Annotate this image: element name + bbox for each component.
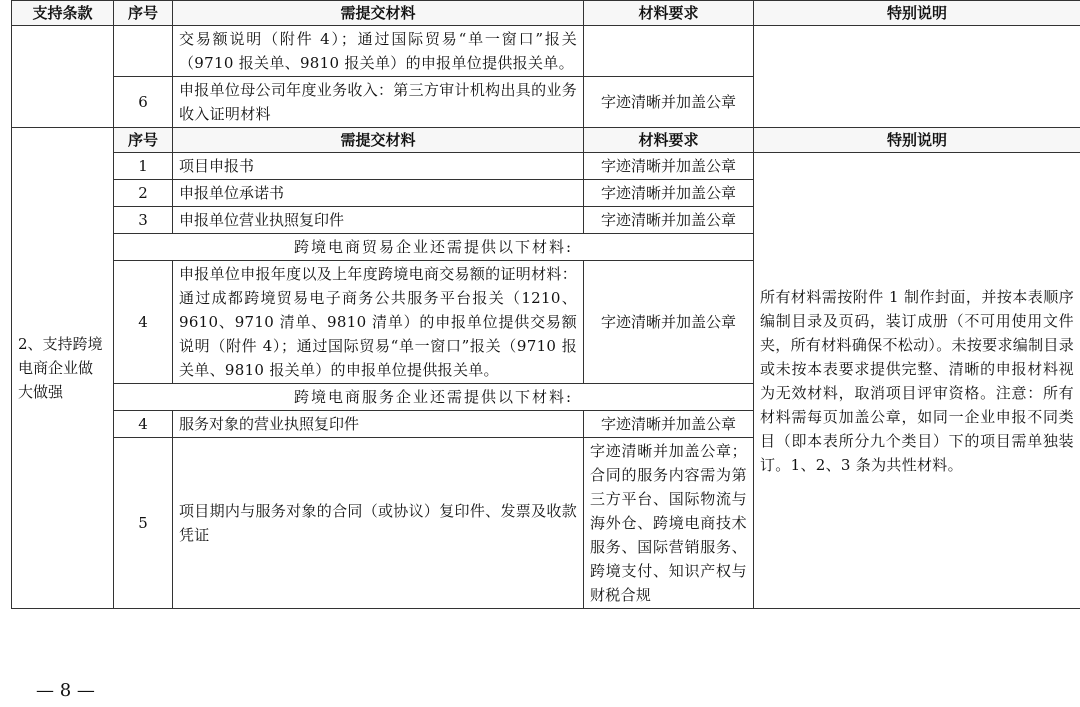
header-requirements: 材料要求 [584,128,754,153]
header-requirements: 材料要求 [584,1,754,26]
clause-cell: 2、支持跨境电商企业做大做强 [12,128,114,609]
trade-enterprise-subheader: 跨境电商贸易企业还需提供以下材料: [114,234,754,261]
row-requirement: 字迹清晰并加盖公章 [584,77,754,128]
header-clause: 支持条款 [12,1,114,26]
row-no: 3 [114,207,173,234]
materials-table [11,0,1080,609]
section-header-row [12,128,1080,153]
row-requirement: 字迹清晰并加盖公章 [584,411,754,438]
row-no: 6 [114,77,173,128]
header-no: 序号 [114,1,173,26]
row-material: 申报单位营业执照复印件 [173,207,584,234]
header-notes: 特别说明 [754,1,1080,26]
row-no: 2 [114,180,173,207]
notes-cell-continued [754,26,1080,128]
row-material: 申报单位申报年度以及上年度跨境电商交易额的证明材料：通过成都跨境贸易电子商务公共服务平台报关（1210、9610、9710 清单、9810 清单）的申报单位提供交易额说明（附件 4）；通过国际贸易“单一窗口”报关（9710 报关单、9810 报关单）的申报单位提供报关单。 [173,261,584,384]
row-no [114,26,173,77]
row-requirement [584,26,754,77]
header-row [12,1,1080,26]
row-material: 项目期内与服务对象的合同（或协议）复印件、发票及收款凭证 [173,438,584,609]
header-materials: 需提交材料 [173,128,584,153]
row-no: 5 [114,438,173,609]
service-enterprise-subheader: 跨境电商服务企业还需提供以下材料: [114,384,754,411]
header-notes: 特别说明 [754,128,1080,153]
header-materials: 需提交材料 [173,1,584,26]
header-no: 序号 [114,128,173,153]
clause-cell-continued [12,26,114,128]
row-no: 4 [114,411,173,438]
requirements-table-sheet [11,0,1080,609]
row-material: 申报单位承诺书 [173,180,584,207]
row-requirement: 字迹清晰并加盖公章 [584,153,754,180]
page-number: — 8 — [36,680,95,701]
row-no: 4 [114,261,173,384]
row-material: 项目申报书 [173,153,584,180]
row-material: 交易额说明（附件 4）；通过国际贸易“单一窗口”报关（9710 报关单、9810 报关单）的申报单位提供报关单。 [173,26,584,77]
row-requirement: 字迹清晰并加盖公章 [584,207,754,234]
row-no: 1 [114,153,173,180]
special-notes-cell: 所有材料需按附件 1 制作封面，并按本表顺序编制目录及页码，装订成册（不可用使用文件夹，所有材料确保不松动）。未按要求编制目录或未按本表要求提供完整、清晰的申报材料视为无效材料，取消项目评审资格。注意：所有材料需每页加盖公章，如同一企业申报不同类目（即本表所分九个类目）下的项目需单独装订。1、2、3 条为共性材料。 [754,153,1080,609]
table-row [12,26,1080,77]
row-requirement: 字迹清晰并加盖公章；合同的服务内容需为第三方平台、国际物流与海外仓、跨境电商技术服务、国际营销服务、跨境支付、知识产权与财税合规 [584,438,754,609]
row-material: 服务对象的营业执照复印件 [173,411,584,438]
table-row [12,153,1080,180]
row-requirement: 字迹清晰并加盖公章 [584,261,754,384]
row-requirement: 字迹清晰并加盖公章 [584,180,754,207]
row-material: 申报单位母公司年度业务收入：第三方审计机构出具的业务收入证明材料 [173,77,584,128]
